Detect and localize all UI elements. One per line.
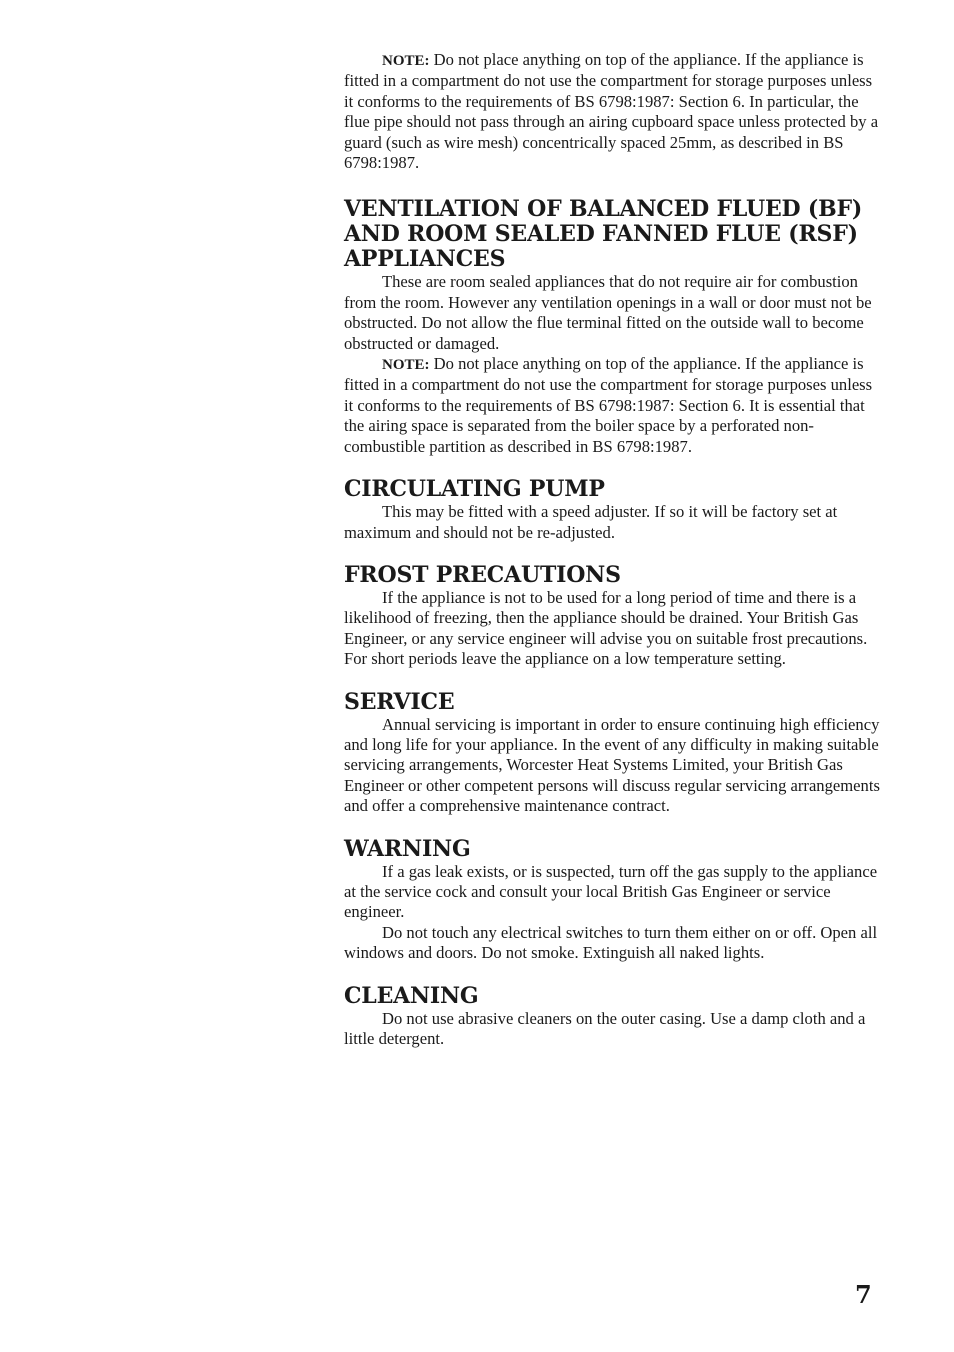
note-label: NOTE:	[382, 53, 430, 69]
intro-note-text: Do not place anything on top of the appliance. If the appliance is fitted in a compartment do not use the compartment for storage purposes unless it conforms to the requirements of BS 6798:1987: Section 6. In particular, the flue pipe should not pass through an airing cupboard space unless protected by a guard (such as wire mesh) concentrically spaced 25mm, as described in BS 6798:1987.	[344, 50, 879, 173]
cleaning-heading: CLEANING	[344, 982, 479, 1009]
ventilation-heading	[344, 197, 880, 272]
warning-heading: WARNING	[344, 835, 471, 862]
ventilation-heading-line1: VENTILATION OF BALANCED FLUED (BF)	[344, 196, 863, 223]
intro-note-paragraph	[344, 50, 880, 173]
ventilation-note-text: Do not place anything on top of the appliance. If the appliance is fitted in a compartment do not use the compartment for storage purposes unless it conforms to the requirements of BS 6798:1987: Section 6. It is essential that the airing space is separated from the boiler space by a perforated non-combustible partition as described in BS 6798:1987.	[344, 354, 873, 456]
page-number: 7	[855, 1280, 872, 1309]
ventilation-heading-line2: AND ROOM SEALED FANNED FLUE (RSF)	[344, 221, 858, 248]
circulating-pump-heading: CIRCULATING PUMP	[344, 476, 605, 503]
ventilation-heading-line3: APPLIANCES	[344, 246, 506, 273]
frost-precautions-heading: FROST PRECAUTIONS	[344, 561, 621, 588]
ventilation-note-paragraph	[344, 354, 880, 457]
service-heading: SERVICE	[344, 688, 455, 715]
ventilation-paragraph: These are room sealed appliances that do not require air for combustion from the room. However any ventilation openings in a wall or door must not be obstructed. Do not allow the flue terminal fitted on the outside wall to become obstructed or damaged.	[344, 272, 872, 353]
warning-paragraph-2: Do not touch any electrical switches to turn them either on or off. Open all windows and doors. Do not smoke. Extinguish all naked lights.	[344, 922, 878, 963]
note-label: NOTE:	[382, 357, 430, 374]
service-paragraph: Annual servicing is important in order to ensure continuing high efficiency and long life for your appliance. In the event of any difficulty in making suitable servicing arrangements, Worcester Heat Systems Limited, your British Gas Engineer or other competent persons will discuss regular servicing arrangements and offer a comprehensive maintenance contract.	[344, 714, 880, 816]
circulating-pump-paragraph: This may be fitted with a speed adjuster. If so it will be factory set at maximum and should not be re-adjusted.	[344, 502, 838, 542]
cleaning-paragraph: Do not use abrasive cleaners on the outer casing. Use a damp cloth and a little detergent.	[344, 1008, 866, 1048]
text-column	[344, 50, 880, 1049]
warning-paragraph-1: If a gas leak exists, or is suspected, turn off the gas supply to the appliance at the service cock and consult your local British Gas Engineer or service engineer.	[344, 861, 878, 922]
frost-precautions-paragraph: If the appliance is not to be used for a long period of time and there is a likelihood of freezing, then the appliance should be drained. Your British Gas Engineer, or any service engineer will advise you on suitable frost precautions. For short periods leave the appliance on a low temperature setting.	[344, 587, 868, 669]
